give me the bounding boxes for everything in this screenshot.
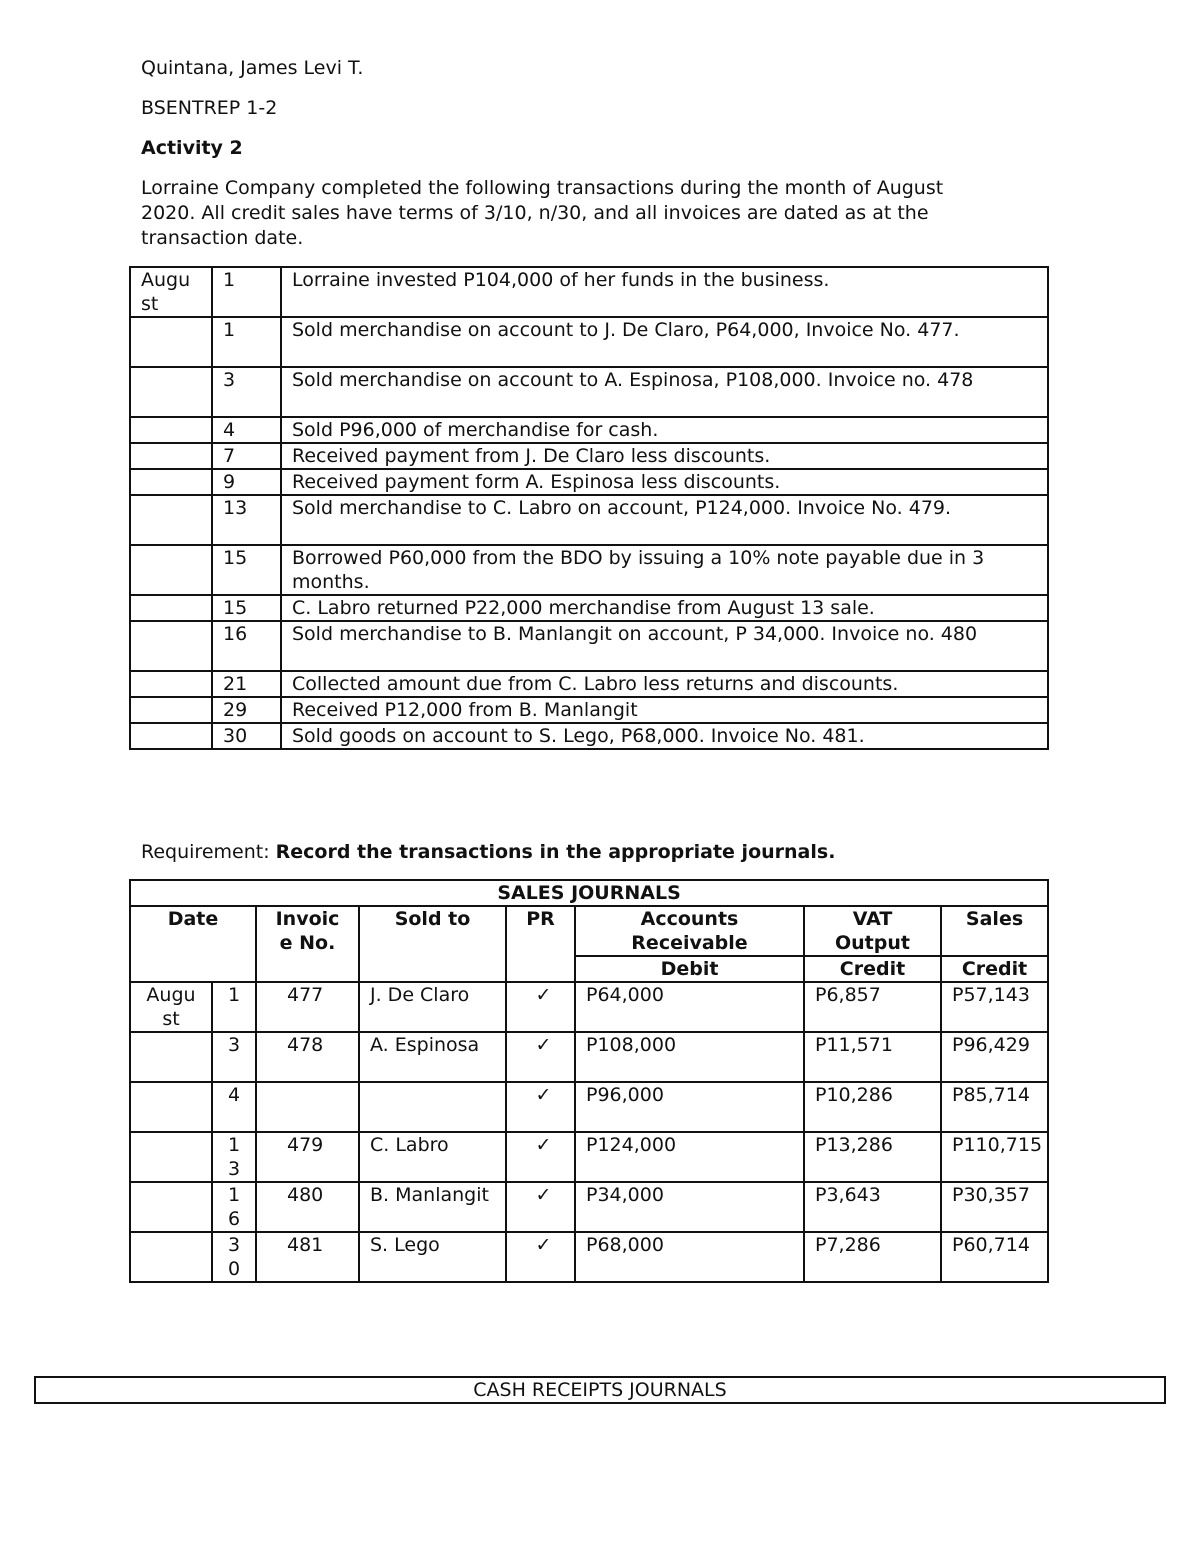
transaction-day: 7: [212, 443, 281, 469]
requirement: [141, 840, 835, 865]
transaction-description: Sold merchandise on account to A. Espinosa, P108,000. Invoice no. 478: [281, 367, 1048, 417]
sales-journal-row: [130, 1232, 1048, 1282]
sales-journal-row: [130, 1032, 1048, 1082]
sales-vat-output-credit: P13,286: [804, 1132, 941, 1182]
transaction-day: 21: [212, 671, 281, 697]
transaction-month: [130, 367, 212, 417]
sales-day: 1: [212, 982, 256, 1032]
transaction-month: [130, 317, 212, 367]
transaction-month: [130, 495, 212, 545]
header-vat-output: VAT Output: [804, 906, 941, 956]
sales-month: [130, 1132, 212, 1182]
transactions-table: [129, 266, 1049, 750]
sales-accounts-receivable-debit: P34,000: [575, 1182, 804, 1232]
sales-journal-table: [129, 879, 1049, 1283]
sales-pr-checkmark: ✓: [506, 1232, 575, 1282]
transaction-row: [130, 495, 1048, 545]
sales-journal-title: SALES JOURNALS: [130, 880, 1048, 906]
header-credit-sales: Credit: [941, 956, 1048, 982]
transaction-row: [130, 595, 1048, 621]
transaction-day: 3: [212, 367, 281, 417]
sales-pr-checkmark: ✓: [506, 1132, 575, 1182]
sales-month: [130, 1182, 212, 1232]
sales-day: 4: [212, 1082, 256, 1132]
sales-accounts-receivable-debit: P96,000: [575, 1082, 804, 1132]
sales-day: 16: [212, 1182, 256, 1232]
sales-pr-checkmark: ✓: [506, 982, 575, 1032]
sales-credit: P60,714: [941, 1232, 1048, 1282]
sales-credit: P85,714: [941, 1082, 1048, 1132]
sales-month: [130, 1032, 212, 1082]
sales-day: 3: [212, 1032, 256, 1082]
sales-accounts-receivable-debit: P124,000: [575, 1132, 804, 1182]
transaction-day: 1: [212, 317, 281, 367]
transaction-month: [130, 545, 212, 595]
intro-paragraph: [141, 176, 1101, 251]
transaction-description: Received payment from J. De Claro less discounts.: [281, 443, 1048, 469]
sales-sold-to: [359, 1082, 506, 1132]
sales-sold-to: C. Labro: [359, 1132, 506, 1182]
sales-month: [130, 1232, 212, 1282]
sales-invoice-no: 478: [256, 1032, 359, 1082]
transaction-row: [130, 469, 1048, 495]
sales-invoice-no: 479: [256, 1132, 359, 1182]
sales-sold-to: B. Manlangit: [359, 1182, 506, 1232]
transaction-description: Lorraine invested P104,000 of her funds in the business.: [281, 267, 1048, 317]
transaction-description: Sold merchandise to B. Manlangit on account, P 34,000. Invoice no. 480: [281, 621, 1048, 671]
transaction-description: Sold merchandise to C. Labro on account, P124,000. Invoice No. 479.: [281, 495, 1048, 545]
transaction-day: 9: [212, 469, 281, 495]
transaction-day: 4: [212, 417, 281, 443]
transaction-month: [130, 469, 212, 495]
transaction-month: [130, 671, 212, 697]
header-pr: PR: [506, 906, 575, 982]
sales-journal-row: [130, 1082, 1048, 1132]
sales-journal-row: [130, 1132, 1048, 1182]
transaction-description: Received P12,000 from B. Manlangit: [281, 697, 1048, 723]
sales-journal-row: [130, 1182, 1048, 1232]
sales-vat-output-credit: P11,571: [804, 1032, 941, 1082]
transaction-month: [130, 595, 212, 621]
transaction-description: C. Labro returned P22,000 merchandise from August 13 sale.: [281, 595, 1048, 621]
requirement-text: Record the transactions in the appropriate journals.: [275, 841, 836, 863]
sales-vat-output-credit: P3,643: [804, 1182, 941, 1232]
sales-accounts-receivable-debit: P64,000: [575, 982, 804, 1032]
sales-credit: P30,357: [941, 1182, 1048, 1232]
sales-credit: P57,143: [941, 982, 1048, 1032]
transaction-description: Sold P96,000 of merchandise for cash.: [281, 417, 1048, 443]
transaction-row: [130, 317, 1048, 367]
transaction-month: [130, 417, 212, 443]
student-section: BSENTREP 1-2: [141, 97, 278, 119]
transaction-row: [130, 417, 1048, 443]
transaction-month: [130, 443, 212, 469]
sales-vat-output-credit: P7,286: [804, 1232, 941, 1282]
transaction-day: 30: [212, 723, 281, 749]
sales-accounts-receivable-debit: P68,000: [575, 1232, 804, 1282]
header-sold-to: Sold to: [359, 906, 506, 982]
sales-pr-checkmark: ✓: [506, 1032, 575, 1082]
transaction-description: Borrowed P60,000 from the BDO by issuing a 10% note payable due in 3 months.: [281, 545, 1048, 595]
sales-sold-to: A. Espinosa: [359, 1032, 506, 1082]
header-debit: Debit: [575, 956, 804, 982]
header-date: Date: [130, 906, 256, 982]
sales-vat-output-credit: P10,286: [804, 1082, 941, 1132]
transaction-day: 15: [212, 595, 281, 621]
transaction-row: [130, 697, 1048, 723]
sales-day: 13: [212, 1132, 256, 1182]
sales-invoice-no: 480: [256, 1182, 359, 1232]
sales-month: Augu st: [130, 982, 212, 1032]
requirement-label: Requirement:: [141, 841, 276, 863]
transaction-description: Received payment form A. Espinosa less discounts.: [281, 469, 1048, 495]
transaction-row: [130, 267, 1048, 317]
sales-pr-checkmark: ✓: [506, 1082, 575, 1132]
transaction-description: Collected amount due from C. Labro less returns and discounts.: [281, 671, 1048, 697]
transaction-month: [130, 621, 212, 671]
transaction-row: [130, 723, 1048, 749]
intro-line-3: transaction date.: [141, 227, 304, 249]
sales-invoice-no: 477: [256, 982, 359, 1032]
transaction-row: [130, 545, 1048, 595]
transaction-month: Augu st: [130, 267, 212, 317]
sales-credit: P96,429: [941, 1032, 1048, 1082]
transaction-description: Sold merchandise on account to J. De Claro, P64,000, Invoice No. 477.: [281, 317, 1048, 367]
sales-sold-to: S. Lego: [359, 1232, 506, 1282]
transaction-month: [130, 697, 212, 723]
header-accounts-receivable: Accounts Receivable: [575, 906, 804, 956]
transaction-row: [130, 367, 1048, 417]
transaction-day: 29: [212, 697, 281, 723]
transaction-row: [130, 621, 1048, 671]
intro-line-2: 2020. All credit sales have terms of 3/10, n/30, and all invoices are dated as at the: [141, 202, 929, 224]
sales-invoice-no: [256, 1082, 359, 1132]
sales-month: [130, 1082, 212, 1132]
student-name: Quintana, James Levi T.: [141, 57, 364, 79]
cash-receipts-title: CASH RECEIPTS JOURNALS: [34, 1376, 1166, 1404]
sales-vat-output-credit: P6,857: [804, 982, 941, 1032]
intro-line-1: Lorraine Company completed the following transactions during the month of August: [141, 177, 944, 199]
transaction-row: [130, 443, 1048, 469]
header-invoice: Invoic e No.: [256, 906, 359, 982]
transaction-month: [130, 723, 212, 749]
sales-credit: P110,715: [941, 1132, 1048, 1182]
sales-accounts-receivable-debit: P108,000: [575, 1032, 804, 1082]
transaction-day: 13: [212, 495, 281, 545]
transaction-day: 1: [212, 267, 281, 317]
header-sales: Sales: [941, 906, 1048, 956]
activity-title: Activity 2: [141, 137, 243, 159]
header-credit-vat: Credit: [804, 956, 941, 982]
transaction-day: 15: [212, 545, 281, 595]
sales-invoice-no: 481: [256, 1232, 359, 1282]
transaction-row: [130, 671, 1048, 697]
sales-day: 30: [212, 1232, 256, 1282]
transaction-description: Sold goods on account to S. Lego, P68,000. Invoice No. 481.: [281, 723, 1048, 749]
transaction-day: 16: [212, 621, 281, 671]
sales-sold-to: J. De Claro: [359, 982, 506, 1032]
sales-journal-row: [130, 982, 1048, 1032]
sales-pr-checkmark: ✓: [506, 1182, 575, 1232]
